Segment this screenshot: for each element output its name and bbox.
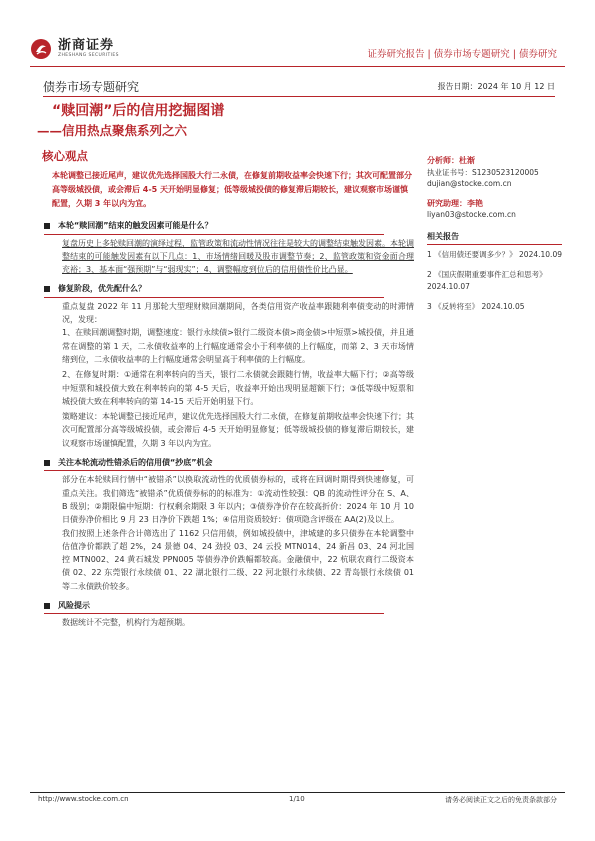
- bullet-icon: [44, 603, 50, 609]
- section-heading: 本轮“赎回潮”结束的触发因素可能是什么？: [44, 219, 414, 232]
- paragraph: 复盘历史上多轮赎回潮的演绎过程，监管政策和流动性情况往往是较大的调整结束触发因素。本轮调整结束的可能触发因素有以下几点：1、市场情绪回暖及股市调整节奏；2、监管政策和资金面合理充裕；3、基本面“强预期”与“弱现实”；4、调整幅度到位后的信用债性价比凸显。: [62, 238, 414, 275]
- section-heading: 风险提示: [44, 599, 414, 612]
- section-divider: [44, 613, 384, 614]
- footer-divider: [30, 792, 565, 793]
- sidebar: [427, 155, 562, 321]
- report-title: “赎回潮”后的信用挖掘图谱: [52, 103, 225, 119]
- paragraph: 重点复盘 2022 年 11 月那轮大型理财赎回潮期间，各类信用资产收益率跟随利率债变动的时滞情况，发现：: [62, 301, 414, 325]
- footer-url[interactable]: http://www.stocke.com.cn: [38, 795, 129, 803]
- logo-english: ZHESHANG SECURITIES: [58, 53, 119, 58]
- report-date: 报告日期：2024 年 10 月 12 日: [437, 82, 555, 91]
- bullet-icon: [44, 286, 50, 292]
- page-number: 1/10: [289, 795, 305, 803]
- paragraph: 2、在修复时期：①通常在利率转向的当天，银行二永债就会跟随行情，收益率大幅下行；②高等级中短票和城投债大致在利率转向的第 4-5 天后，收益率开始出现明显超额下行；③低等级中短票和城投债大致在利率转向的第 14-15 天后开始明显下行。: [62, 370, 414, 406]
- logo-name: 浙商证券: [58, 38, 115, 53]
- core-content: [42, 149, 414, 630]
- analyst-cert: 执业证书号：S1230523120005: [427, 167, 539, 177]
- logo-icon: [30, 38, 52, 60]
- report-category: 债券市场专题研究: [43, 80, 140, 94]
- paragraph: 部分在本轮赎回行情中“被错杀”以换取流动性的优质债券标的，或将在回调时期得到快速修复，可重点关注。我们筛选“被错杀”优质债券标的的标准为：①流动性较强：QB 的流动性评分在 S、A、B 级别；②期限偏中短期：行权剩余期限 3 年以内；③债券净价存在较高折价：2024 年 10 月 10 日债券净价相比 9 月 23 日净价下跌超 1%；④信用资质较好：债项隐含评级在 AA(2)及以上。: [62, 475, 414, 525]
- analyst-email[interactable]: dujian@stocke.com.cn: [427, 179, 512, 188]
- section-heading: 关注本轮流动性错杀后的信用债“抄底”机会: [44, 456, 414, 469]
- paragraph: 策略建议：本轮调整已接近尾声，建议优先选择国股大行二永债，在修复前期收益率会快速下行；其次可配置部分高等级城投债，或会滞后 4-5 天开始明显修复；低等级城投债的修复滞后期较长，建议观察市场谨慎配置，久期 3 年以内为宜。: [62, 412, 414, 448]
- title-divider: [43, 96, 555, 97]
- footer-disclaimer: 请务必阅读正文之后的免责条款部分: [445, 796, 557, 804]
- related-heading: 相关报告: [427, 231, 562, 246]
- company-logo: [30, 38, 119, 60]
- assistant-email[interactable]: liyan03@stocke.com.cn: [427, 210, 516, 219]
- related-report[interactable]: 1 《信用债还要调多少？》 2024.10.09: [427, 250, 562, 259]
- header-divider: [30, 66, 565, 67]
- assistant-name: 研究助理：李艳: [427, 198, 483, 208]
- paragraph: 数据统计不完整，机构行为超预期。: [62, 618, 190, 628]
- related-report[interactable]: 2 《国庆假期重要事件汇总和思考》 2024.10.07: [427, 270, 547, 291]
- section-heading: 修复阶段，优先配什么？: [44, 282, 414, 295]
- section-divider: [44, 234, 384, 235]
- report-subtitle: ——信用热点聚焦系列之六: [37, 123, 188, 138]
- core-heading: 核心观点: [42, 149, 88, 163]
- bullet-icon: [44, 223, 50, 229]
- section-divider: [44, 470, 384, 471]
- analyst-name: 分析师：杜渐: [427, 156, 475, 165]
- core-summary: 本轮调整已接近尾声，建议优先选择国股大行二永债，在修复前期收益率会快速下行；其次可配置部分高等级城投债，或会滞后 4-5 天开始明显修复；低等级城投债的修复滞后期较长，建议观察市场谨慎配置，久期 3 年以内为宜。: [52, 171, 412, 209]
- section-divider: [44, 297, 384, 298]
- page-header: [0, 0, 595, 72]
- bullet-icon: [44, 460, 50, 466]
- paragraph: 1、在赎回潮调整时期，调整速度：银行永续债>银行二级资本债>商金债>中短票>城投债，并且通常在调整的第 1 天，二永债收益率的上行幅度通常会小于利率债的上行幅度，而第 2、3 天市场情绪到位，二永债收益率的上行幅度通常会明显高于利率债的上行幅度。: [62, 328, 414, 364]
- paragraph: 我们按照上述条件合计筛选出了 1162 只信用债，例如城投债中，津城建的多只债券在本轮调整中估值净价都跌了超 2%，24 景德 04、24 劲投 03、24 云投 MTN014、24 新昌 03、24 河北国控 MTN002、24 黄石城发 PPN005 等债券净价跌幅都较高。金融债中，22 杭联农商行二级资本债 02、22 东莞银行永续债 01、22 湖北银行二级、22 河北银行永续债、22 青岛银行永续债 01 等二永债跌价较多。: [62, 528, 414, 591]
- header-nav: 证券研究报告 | 债券市场专题研究 | 债券研究: [367, 49, 557, 60]
- related-report[interactable]: 3 《反转将至》 2024.10.05: [427, 302, 525, 311]
